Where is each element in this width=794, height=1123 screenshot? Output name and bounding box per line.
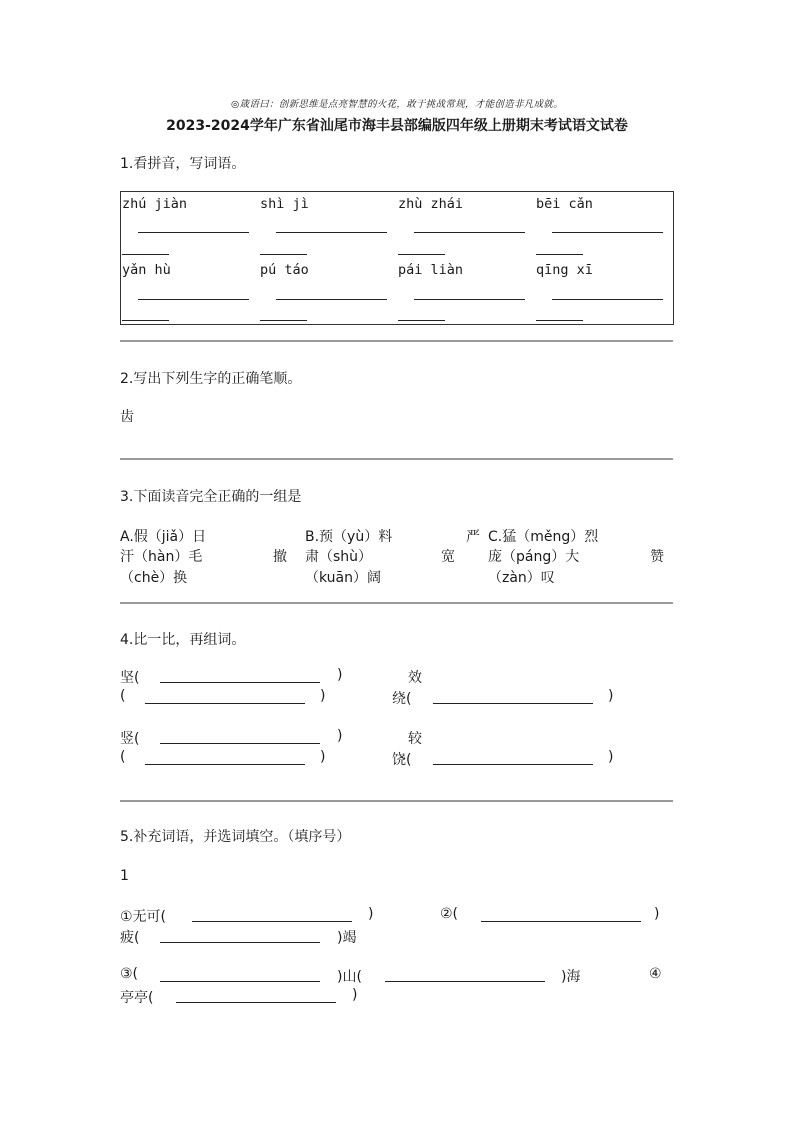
fill-label: 疲( [120,930,140,946]
pinyin-1: zhú jiàn [122,196,188,212]
section-divider [120,340,673,342]
paren-open: ( [120,749,126,765]
pinyin-4: bēi cǎn [536,196,593,212]
question-5-prompt: 5.补充词语，并选词填空。（填序号） [120,829,351,845]
option-text: 庞（páng）大 [488,549,580,565]
question-3-prompt: 3.下面读音完全正确的一组是 [120,489,302,505]
answer-line[interactable] [552,299,663,300]
paren-close: ) [654,906,660,922]
answer-line[interactable] [160,682,320,683]
section-divider [120,800,673,802]
char-label: 饶( [392,752,412,768]
fill-label: )海 [561,969,581,985]
answer-line[interactable] [260,254,307,255]
paren-close: ) [320,749,326,765]
char-label: 绕( [392,691,412,707]
pinyin-8: qīng xī [536,262,593,278]
question-1-prompt: 1.看拼音，写词语。 [120,156,246,172]
paren-close: ) [608,688,614,704]
answer-line[interactable] [536,320,583,321]
answer-line[interactable] [385,981,545,982]
section-divider [120,602,673,604]
answer-line[interactable] [552,232,663,233]
answer-line[interactable] [176,1002,336,1003]
paren-close: ) [337,728,343,744]
pinyin-3: zhù zhái [398,196,464,212]
paren-close: ) [368,906,374,922]
option-text: （kuān）阔 [305,570,382,586]
answer-line[interactable] [433,703,593,704]
pinyin-2: shì jì [260,196,309,212]
answer-line[interactable] [138,232,249,233]
char-label: 较 [408,731,422,747]
answer-line[interactable] [414,232,525,233]
paren-close: ) [352,987,358,1003]
option-text: 赞 [650,549,664,565]
answer-line[interactable] [276,232,387,233]
option-c[interactable]: C.猛（měng）烈 [488,529,599,545]
option-text: （chè）换 [120,570,188,586]
option-text: （zàn）叹 [488,570,555,586]
fill-label: ①无可( [120,909,167,925]
option-text: 撤 [273,549,287,565]
option-text: 严 [466,529,480,545]
char-label: 效 [408,670,422,686]
char-label: 竖( [120,731,140,747]
option-b[interactable]: B.预（yù）料 [305,529,393,545]
answer-line[interactable] [160,743,320,744]
answer-line[interactable] [122,254,169,255]
option-text: 肃（shù） [305,549,373,565]
answer-line[interactable] [276,299,387,300]
answer-line[interactable] [145,703,305,704]
question-4-prompt: 4.比一比，再组词。 [120,632,246,648]
sub-number: 1 [120,868,129,884]
paren-close: ) [337,667,343,683]
fill-label: )竭 [337,930,357,946]
char-label: 坚( [120,670,140,686]
fill-label: ④ [649,966,662,982]
fill-label: 亭亭( [120,990,154,1006]
answer-line[interactable] [433,764,593,765]
stroke-order-char: 齿 [120,409,134,425]
page-title: 2023-2024学年广东省汕尾市海丰县部编版四年级上册期末考试语文试卷 [166,118,628,134]
answer-line[interactable] [160,981,320,982]
fill-label: )山( [337,969,362,985]
answer-line[interactable] [481,921,641,922]
option-text: 宽 [441,549,455,565]
answer-line[interactable] [536,254,583,255]
fill-label: ②( [440,906,459,922]
answer-line[interactable] [398,254,445,255]
motto: ◎箴语曰：创新思维是点亮智慧的火花，敢于挑战常规，才能创造非凡成就。 [231,99,563,110]
answer-line[interactable] [192,921,352,922]
paren-close: ) [320,688,326,704]
answer-line[interactable] [122,320,169,321]
pinyin-6: pú táo [260,262,309,278]
answer-line[interactable] [145,764,305,765]
answer-line[interactable] [260,320,307,321]
answer-line[interactable] [160,942,320,943]
section-divider [120,458,673,460]
paren-open: ( [120,688,126,704]
paren-close: ) [608,749,614,765]
answer-line[interactable] [398,320,445,321]
question-2-prompt: 2.写出下列生字的正确笔顺。 [120,371,302,387]
pinyin-5: yǎn hù [122,262,171,278]
option-text: 汗（hàn）毛 [120,549,203,565]
answer-line[interactable] [414,299,525,300]
pinyin-7: pái liàn [398,262,464,278]
fill-label: ③( [120,966,139,982]
answer-line[interactable] [138,299,249,300]
option-a[interactable]: A.假（jiǎ）日 [120,529,207,545]
